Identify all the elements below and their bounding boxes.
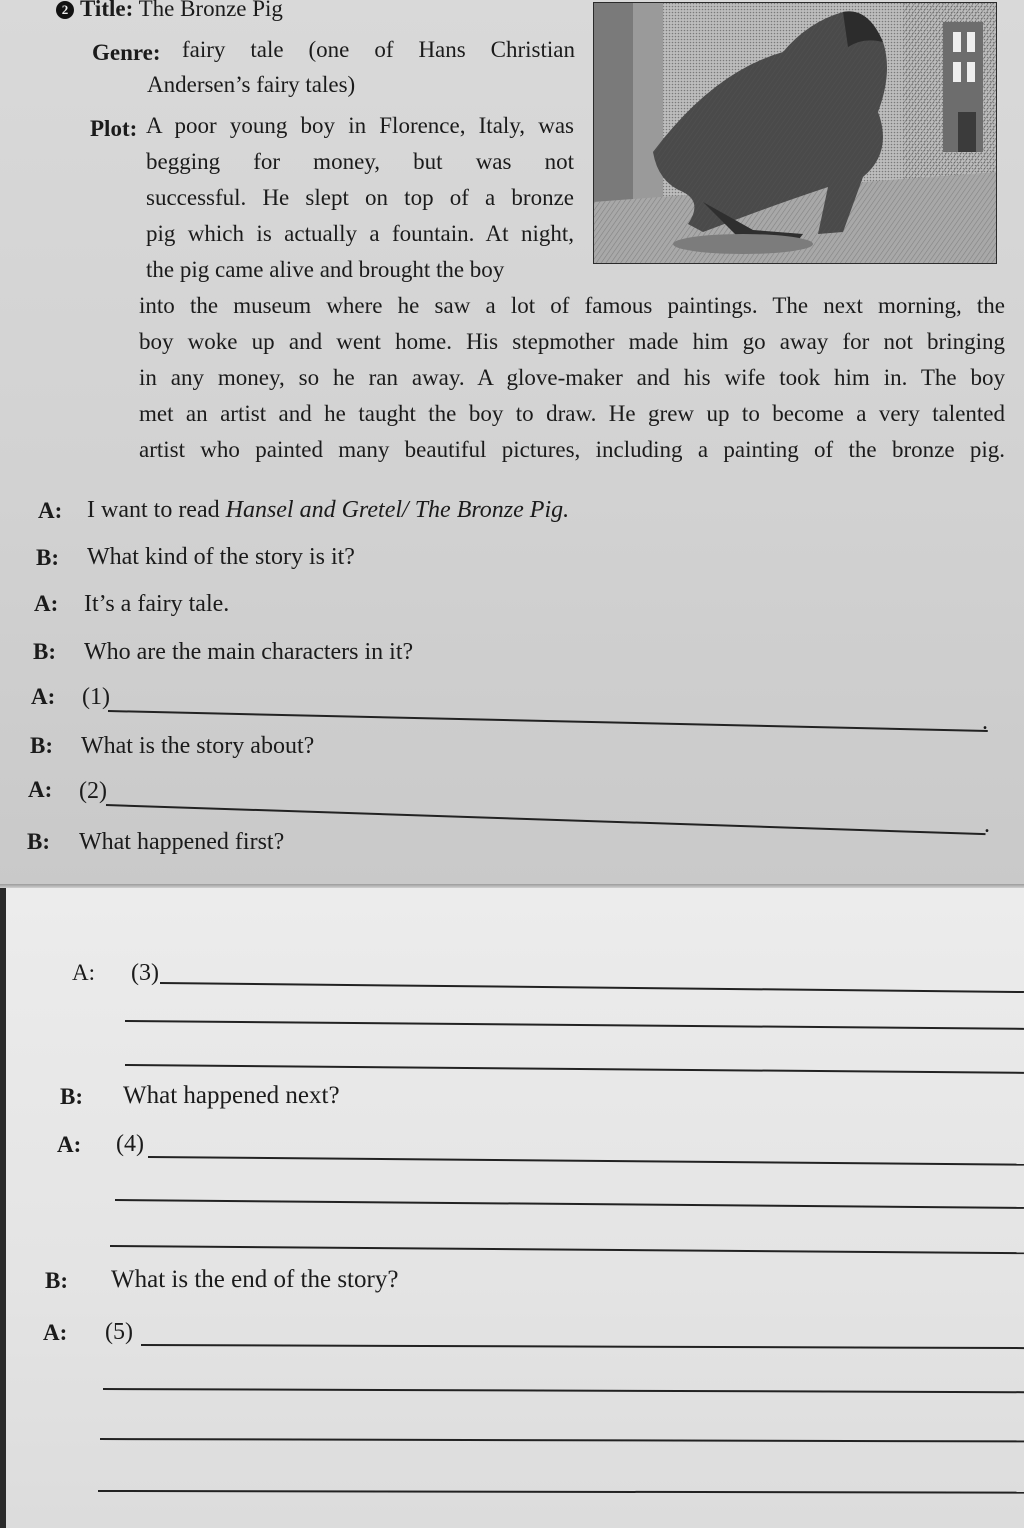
blank-number-5: (5): [105, 1319, 133, 1345]
book-choice: Hansel and Gretel/ The Bronze Pig.: [225, 497, 570, 523]
answer-line-1[interactable]: [108, 710, 988, 732]
speaker-a: A:: [31, 684, 56, 709]
answer-line-3a[interactable]: [160, 982, 1024, 993]
answer-line-4c[interactable]: [110, 1245, 1024, 1254]
genre-line-1: fairy tale (one of Hans Christian: [182, 37, 575, 62]
answer-line-4a[interactable]: [148, 1156, 1024, 1165]
plot-wrapped-block: [146, 108, 574, 288]
speaker-b: B:: [60, 1084, 83, 1109]
blank-number-3: (3): [131, 960, 159, 986]
dialogue-line-6: What is the story about?: [81, 733, 315, 759]
genre-label: Genre:: [92, 40, 161, 65]
story-title-line: [56, 0, 283, 24]
plot-line: pig which is actually a fountain. At night,: [146, 221, 574, 246]
plot-full-width-block: [139, 288, 1005, 468]
speaker-b: B:: [30, 733, 53, 758]
speaker-b: B:: [27, 829, 50, 854]
dialogue-line-10: What happened next?: [123, 1082, 340, 1109]
answer-line-5d[interactable]: [98, 1490, 1024, 1493]
dialogue-line-4: Who are the main characters in it?: [84, 639, 414, 665]
speaker-b: B:: [45, 1268, 68, 1293]
answer-line-5b[interactable]: [103, 1388, 1024, 1393]
dialogue-line-12: What is the end of the story?: [111, 1266, 399, 1293]
speaker-a: A:: [72, 960, 95, 985]
plot-line: boy woke up and went home. His stepmother made him go away for not bringing: [139, 329, 1005, 354]
answer-line-3c[interactable]: [125, 1064, 1024, 1073]
answer-line-4b[interactable]: [115, 1199, 1024, 1209]
speaker-b: B:: [33, 639, 56, 664]
blank-end-period: .: [982, 709, 988, 735]
title-label: Title:: [80, 0, 134, 21]
speaker-a: A:: [28, 777, 53, 802]
title-value: The Bronze Pig: [138, 0, 283, 21]
genre-line-2: Andersen’s fairy tales): [147, 72, 356, 97]
dialogue-line-8: What happened first?: [79, 829, 285, 855]
binding-edge: [0, 888, 6, 1528]
exercise-number-badge: 2: [56, 1, 74, 19]
plot-line: into the museum where he saw a lot of famous paintings. The next morning, the: [139, 293, 1005, 318]
dialogue-text: I want to read: [87, 497, 226, 523]
plot-line: artist who painted many beautiful pictures, including a painting of the bronze pig.: [139, 437, 1005, 462]
dialogue-line-3: It’s a fairy tale.: [84, 591, 230, 617]
speaker-a: A:: [34, 591, 59, 616]
worksheet-page-bottom: [0, 888, 1024, 1528]
answer-line-3b[interactable]: [125, 1020, 1024, 1029]
blank-number-1: (1): [82, 684, 110, 710]
plot-line: begging for money, but was not: [146, 149, 574, 174]
plot-line: A poor young boy in Florence, Italy, was: [146, 113, 574, 138]
plot-line: the pig came alive and brought the boy: [146, 257, 505, 282]
plot-line: in any money, so he ran away. A glove-maker and his wife took him in. The boy: [139, 365, 1005, 390]
blank-end-period: .: [984, 812, 990, 838]
dialogue-line-1: [87, 497, 569, 524]
answer-line-5a[interactable]: [141, 1344, 1024, 1349]
blank-number-2: (2): [79, 778, 107, 804]
speaker-b: B:: [36, 545, 59, 570]
plot-line: met an artist and he taught the boy to draw. He grew up to become a very talented: [139, 401, 1005, 426]
speaker-a: A:: [38, 498, 63, 523]
bronze-pig-illustration: [593, 2, 997, 264]
speaker-a: A:: [43, 1320, 68, 1345]
answer-line-5c[interactable]: [100, 1438, 1024, 1442]
genre-line-1-block: [182, 32, 575, 68]
dialogue-line-2: What kind of the story is it?: [87, 544, 355, 570]
plot-label: Plot:: [90, 116, 138, 141]
plot-line: successful. He slept on top of a bronze: [146, 185, 574, 210]
speaker-a: A:: [57, 1132, 82, 1157]
blank-number-4: (4): [116, 1131, 144, 1157]
